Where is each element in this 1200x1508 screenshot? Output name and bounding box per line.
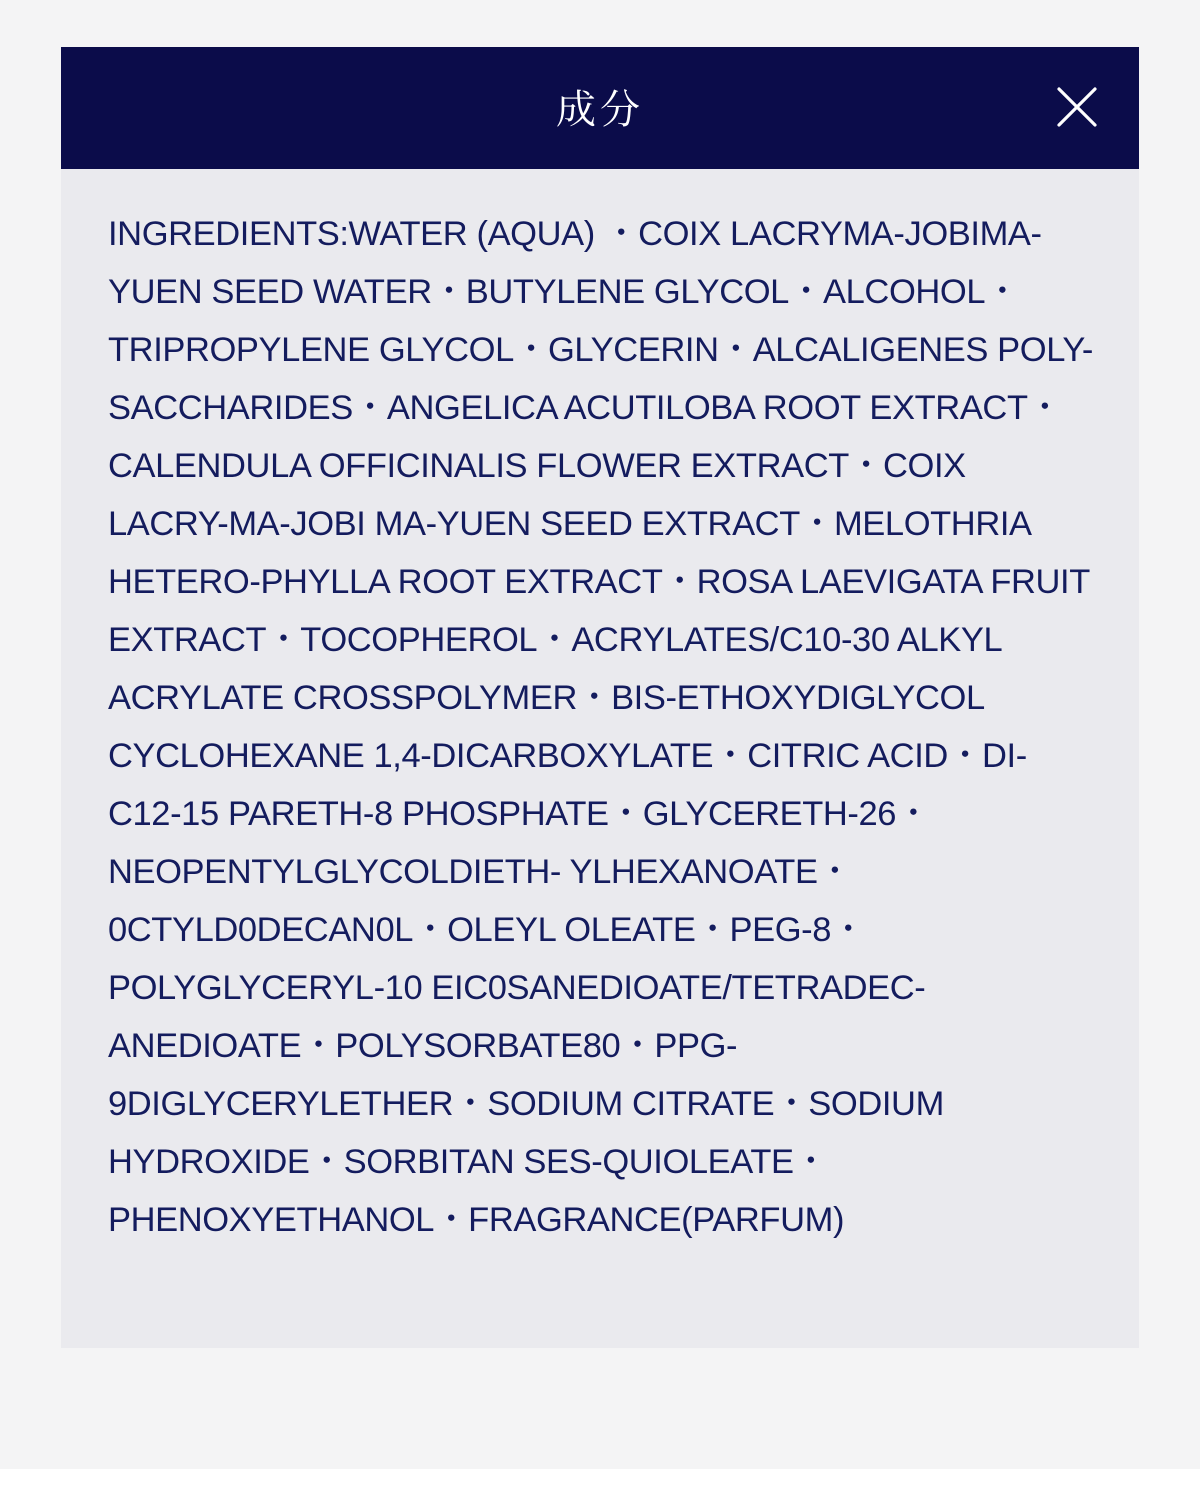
ingredients-modal (61, 47, 1139, 1348)
modal-title: 成分 (556, 86, 644, 133)
modal-body (61, 169, 1139, 1249)
close-icon (1057, 87, 1097, 127)
close-button[interactable] (1057, 87, 1097, 127)
modal-header (61, 47, 1139, 169)
ingredients-list: INGREDIENTS:WATER (AQUA) ・COIX LACRYMA-JOBIMA-YUEN SEED WATER・BUTYLENE GLYCOL・ALCOHOL・TRIPROPYLENE GLYCOL・GLYCERIN・ALCALIGENES POLY-SACCHARIDES・ANGELICA ACUTILOBA ROOT EXTRACT・CALENDULA OFFICINALIS FLOWER EXTRACT・COIX LACRY-MA-JOBI MA-YUEN SEED EXTRACT・MELOTHRIA HETERO-PHYLLA ROOT EXTRACT・ROSA LAEVIGATA FRUIT EXTRACT・TOCOPHEROL・ACRYLATES/C10-30 ALKYL ACRYLATE CROSSPOLYMER・BIS-ETHOXYDIGLYCOL CYCLOHEXANE 1,4-DICARBOXYLATE・CITRIC ACID・DI-C12-15 PARETH-8 PHOSPHATE・GLYCERETH-26・NEOPENTYLGLYCOLDIETH- YLHEXANOATE・0CTYLD0DECAN0L・OLEYL OLEATE・PEG-8・POLYGLYCERYL-10 EIC0SANEDIOATE/TETRADEC-ANEDIOATE・POLYSORBATE80・PPG-9DIGLYCERYLETHER・SODIUM CITRATE・SODIUM HYDROXIDE・SORBITAN SES-QUIOLEATE・PHENOXYETHANOL・FRAGRANCE(PARFUM) (108, 215, 1093, 1239)
page-bottom-strip (0, 1469, 1200, 1508)
